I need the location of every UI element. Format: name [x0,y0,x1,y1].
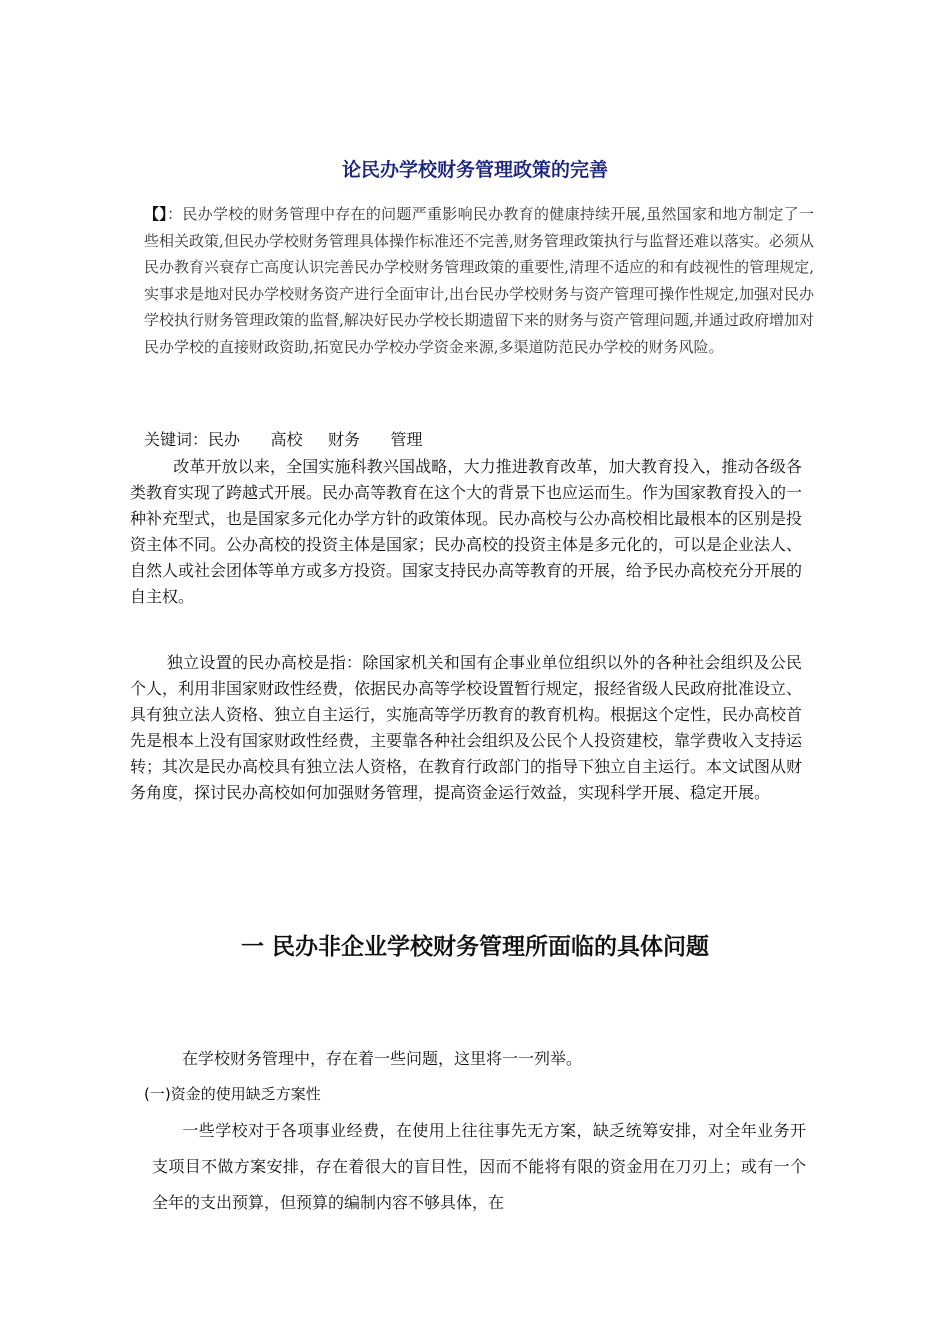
paragraph-definition: 独立设置的民办高校是指：除国家机关和国有企事业单位组织以外的各种社会组织及公民个人，利用非国家财政性经费，依据民办高等学校设置暂行规定，报经省级人民政府批准设立、具有独立法人资格、独立自主运行，实施高等学历教育的教育机构。根据这个定性，民办高校首先是根本上没有国家财政性经费，主要靠各种社会组织及公民个人投资建校，靠学费收入支持运转；其次是民办高校具有独立法人资格，在教育行政部门的指导下独立自主运行。本文试图从财务角度，探讨民办高校如何加强财务管理，提高资金运行效益，实现科学开展、稳定开展。 [130,653,803,802]
section-intro: 在学校财务管理中，存在着一些问题，这里将一一列举。 [182,1049,583,1068]
keywords: 关键词：民办 高校 财务 管理 [144,430,423,449]
abstract-text: ：民办学校的财务管理中存在的问题严重影响民办教育的健康持续开展,虽然国家和地方制定了一些相关政策,但民办学校财务管理具体操作标准还不完善,财务管理政策执行与监督还难以落实。必须从民办教育兴衰存亡高度认识完善民办学校财务管理政策的重要性,清理不适应的和有歧视性的管理规定,实事求是地对民办学校财务资产进行全面审计,出台民办学校财务与资产管理可操作性规定,加强对民办学校执行财务管理政策的监督,解决好民办学校长期遗留下来的财务与资产管理问题,并通过政府增加对民办学校的直接财政资助,拓宽民办学校办学资金来源,多渠道防范民办学校的财务风险。 [144,205,814,356]
abstract [144,201,814,360]
paragraph-funding: 一些学校对于各项事业经费，在使用上往往事先无方案，缺乏统筹安排，对全年业务开支项目不做方案安排，存在着很大的盲目性，因而不能将有限的资金用在刀刃上；或有一个全年的支出预算，但预算的编制内容不够具体，在 [152,1121,806,1212]
paragraph-reform: 改革开放以来，全国实施科教兴国战略，大力推进教育改革，加大教育投入，推动各级各类教育实现了跨越式开展。民办高等教育在这个大的背景下也应运而生。作为国家教育投入的一种补充型式，也是国家多元化办学方针的政策体现。民办高校与公办高校相比最根本的区别是投资主体不同。公办高校的投资主体是国家；民办高校的投资主体是多元化的，可以是企业法人、自然人或社会团体等单方或多方投资。国家支持民办高等教育的开展，给予民办高校充分开展的自主权。 [130,457,803,606]
document-title: 论民办学校财务管理政策的完善 [341,159,608,181]
abstract-label: 【】 [144,205,168,223]
subheading: (一)资金的使用缺乏方案性 [144,1085,321,1103]
section-heading: 一 民办非企业学校财务管理所面临的具体问题 [240,934,709,960]
